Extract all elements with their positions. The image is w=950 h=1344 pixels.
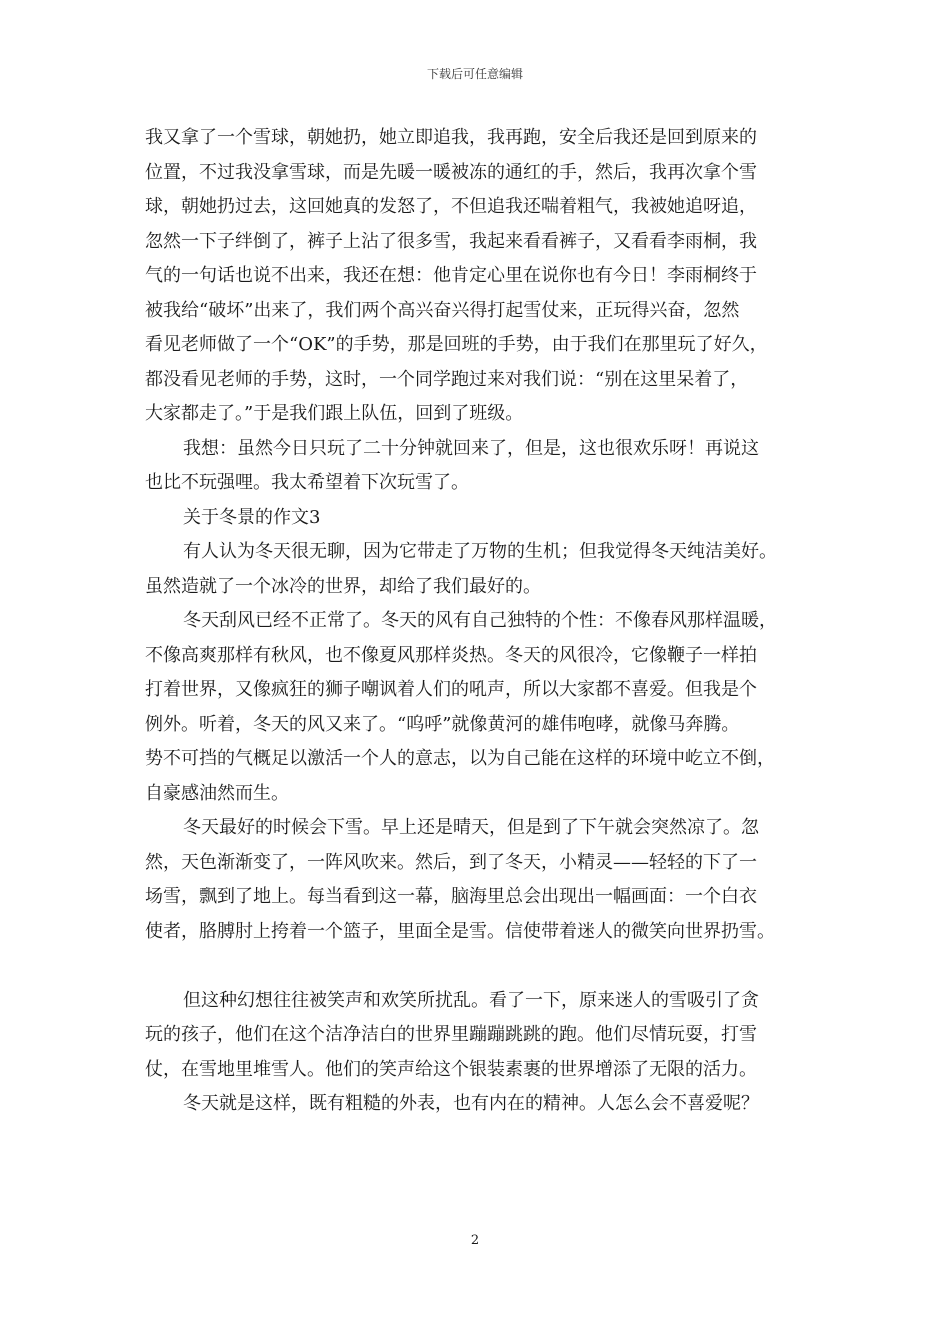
text-line: 场雪，飘到了地上。每当看到这一幕，脑海里总会出现出一幅画面：一个白衣 xyxy=(145,886,757,907)
text-line: 势不可挡的气概足以激活一个人的意志，以为自己能在这样的环境中屹立不倒， xyxy=(145,748,775,769)
text-line: 冬天最好的时候会下雪。早上还是晴天，但是到了下午就会突然凉了。忽 xyxy=(183,817,759,838)
text-line: 玩的孩子，他们在这个洁净洁白的世界里蹦蹦跳跳的跑。他们尽情玩耍，打雪 xyxy=(145,1024,757,1045)
paragraph-gap xyxy=(145,949,825,984)
text-line: 都没看见老师的手势，这时，一个同学跑过来对我们说：“别在这里呆着了， xyxy=(145,368,749,390)
text-line: 有人认为冬天很无聊，因为它带走了万物的生机；但我觉得冬天纯洁美好。 xyxy=(183,541,777,562)
paragraph-continued xyxy=(145,121,825,432)
text-line: 打着世界，又像疯狂的狮子嘲讽着人们的吼声，所以大家都不喜爱。但我是个 xyxy=(145,679,757,700)
document-body xyxy=(145,121,825,1122)
text-line: 也比不玩强哩。我太希望着下次玩雪了。 xyxy=(145,472,469,493)
text-line: 虽然造就了一个冰冷的世界，却给了我们最好的。 xyxy=(145,575,541,597)
text-line: 球，朝她扔过去，这回她真的发怒了，不但追我还喘着粗气，我被她追呀追， xyxy=(145,196,757,217)
text-line: 自豪感油然而生。 xyxy=(145,782,289,804)
text-line: 看见老师做了一个“OK”的手势，那是回班的手势，由于我们在那里玩了好久， xyxy=(145,334,768,355)
text-line: 使者，胳膊肘上挎着一个篮子，里面全是雪。信使带着迷人的微笑向世界扔雪。 xyxy=(145,920,775,942)
text-line: 位置，不过我没拿雪球，而是先暖一暖被冻的通红的手，然后，我再次拿个雪 xyxy=(145,161,757,183)
text-line: 忽然一下子绊倒了，裤子上沾了很多雪，我起来看看裤子，又看看李雨桐，我 xyxy=(145,230,757,252)
paragraph xyxy=(145,811,825,949)
text-line: 不像高爽那样有秋风，也不像夏风那样炎热。冬天的风很冷，它像鞭子一样拍 xyxy=(145,644,757,666)
section-title-text: 关于冬景的作文3 xyxy=(183,506,321,528)
text-line: 大家都走了。”于是我们跟上队伍，回到了班级。 xyxy=(145,403,524,424)
text-line: 我想：虽然今日只玩了二十分钟就回来了，但是，这也很欢乐呀！再说这 xyxy=(183,437,759,459)
page-number: 2 xyxy=(470,1233,480,1248)
paragraph xyxy=(145,535,825,604)
text-line: 然，天色渐渐变了，一阵风吹来。然后，到了冬天，小精灵——轻轻的下了一 xyxy=(145,851,757,873)
paragraph xyxy=(145,1087,825,1122)
text-line: 气的一句话也说不出来，我还在想：他肯定心里在说你也有今日！李雨桐终于 xyxy=(145,265,757,286)
text-line: 被我给“破坏”出来了，我们两个高兴奋兴得打起雪仗来，正玩得兴奋，忽然 xyxy=(145,299,740,321)
text-line: 例外。听着，冬天的风又来了。“呜呼”就像黄河的雄伟咆哮，就像马奔腾。 xyxy=(145,713,740,735)
page-header: 下载后可任意编辑 xyxy=(426,67,523,81)
section-title xyxy=(145,501,825,536)
text-line: 冬天刮风已经不正常了。冬天的风有自己独特的个性：不像春风那样温暖， xyxy=(183,610,777,631)
paragraph xyxy=(145,432,825,501)
text-line: 我又拿了一个雪球，朝她扔，她立即追我，我再跑，安全后我还是回到原来的 xyxy=(145,127,757,148)
paragraph xyxy=(145,984,825,1088)
text-line: 冬天就是这样，既有粗糙的外表，也有内在的精神。人怎么会不喜爱呢？ xyxy=(183,1093,759,1114)
paragraph xyxy=(145,604,825,811)
text-line: 仗，在雪地里堆雪人。他们的笑声给这个银装素裹的世界增添了无限的活力。 xyxy=(145,1058,757,1080)
text-line: 但这种幻想往往被笑声和欢笑所扰乱。看了一下，原来迷人的雪吸引了贪 xyxy=(183,989,759,1011)
